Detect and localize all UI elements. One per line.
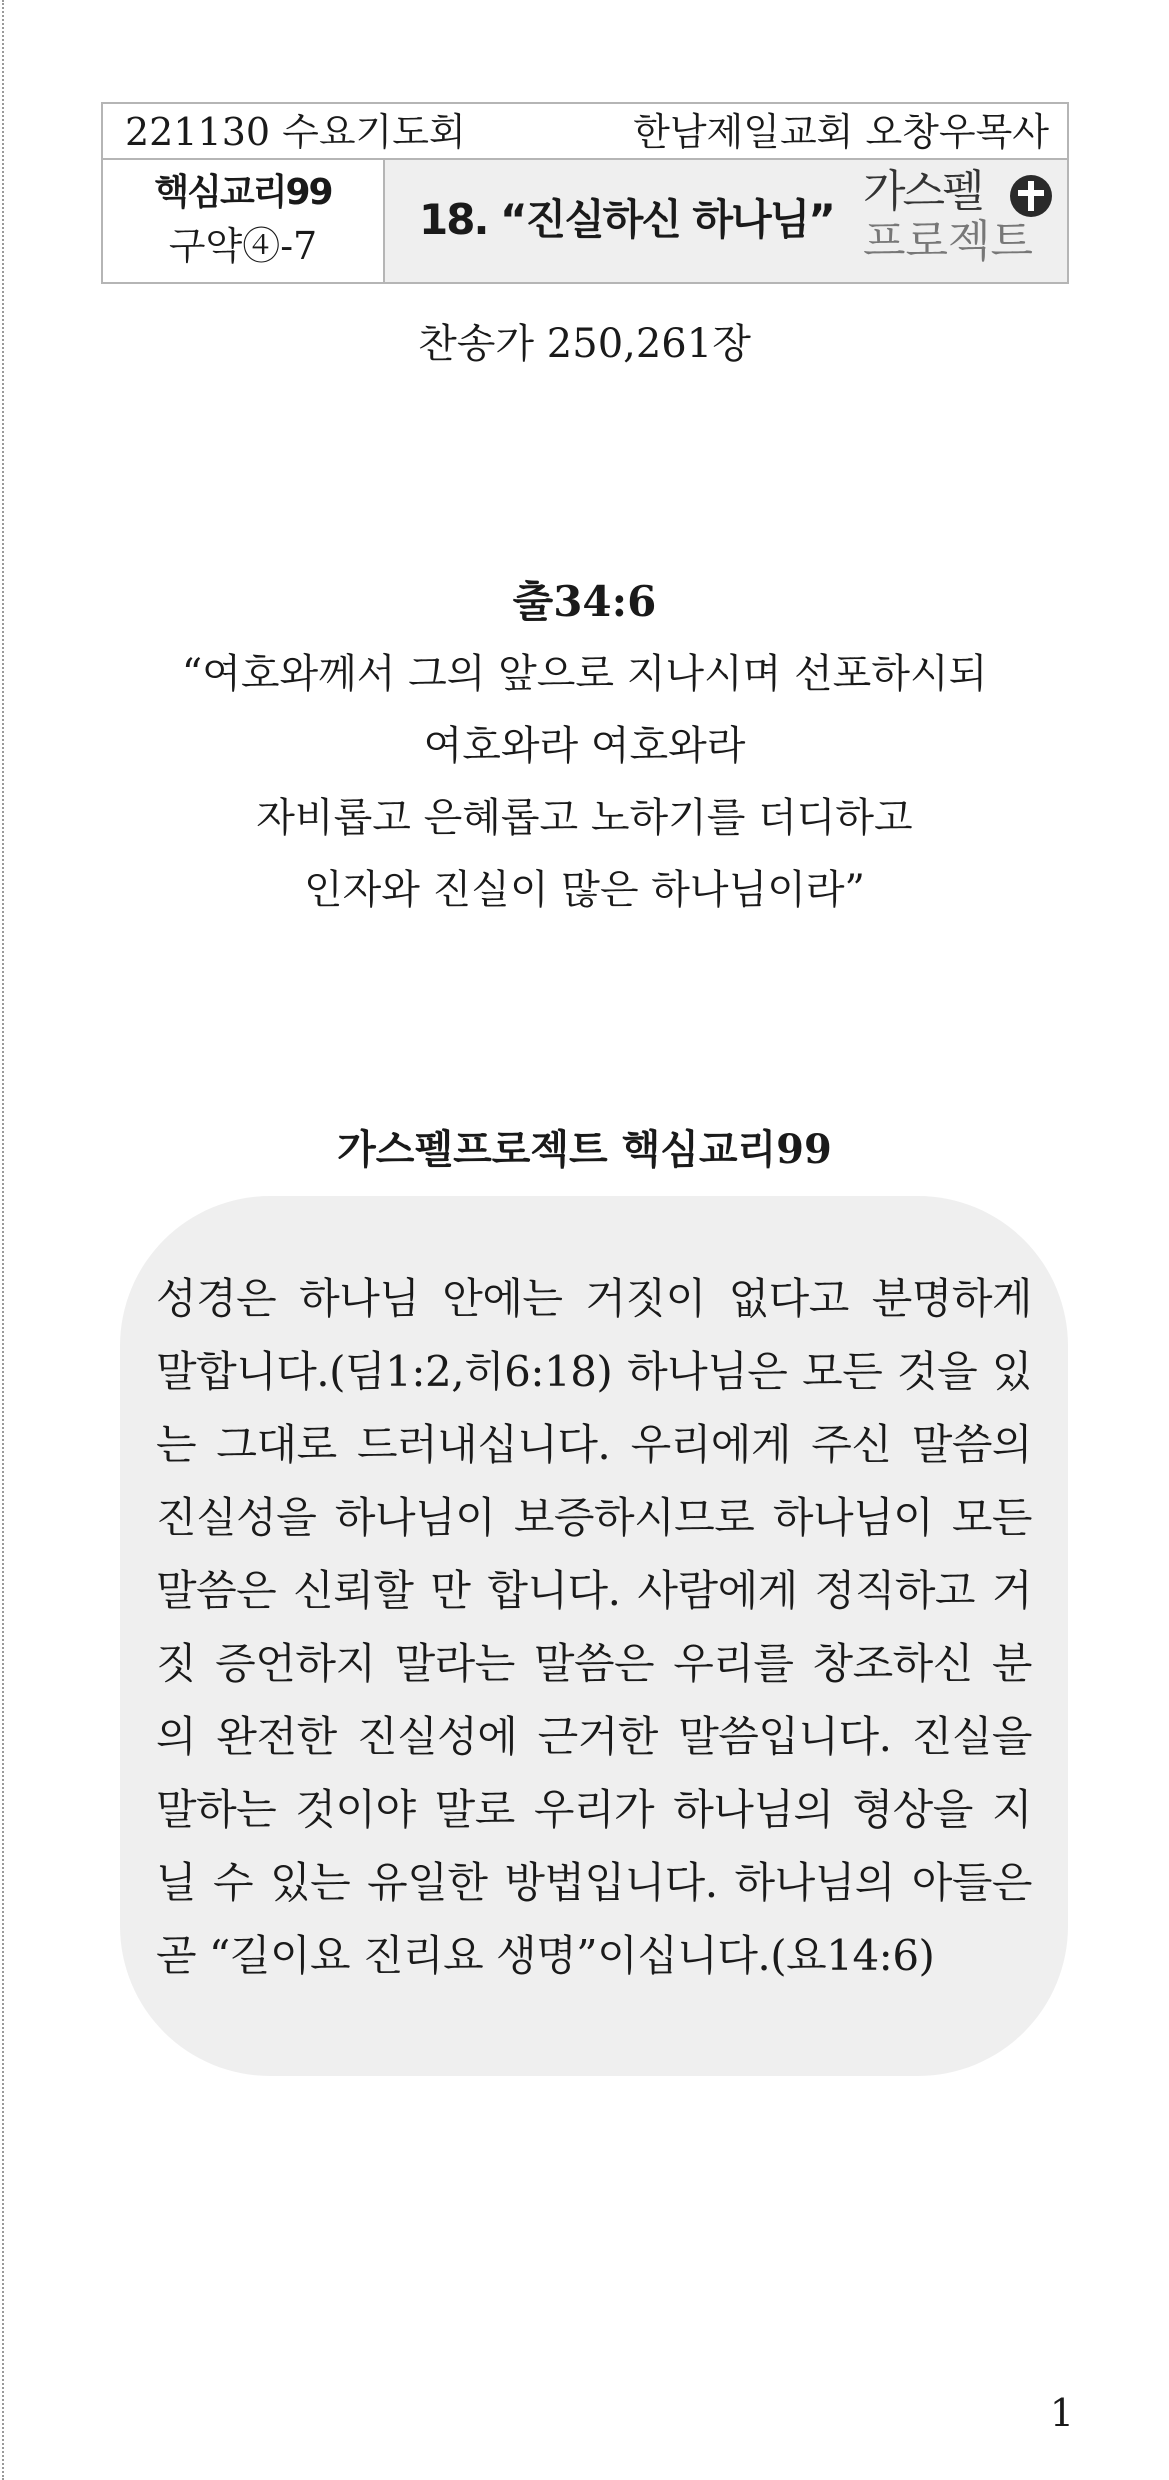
page-edge-dotted-rule <box>2 0 4 2480</box>
page-number: 1 <box>1049 2391 1074 2435</box>
doctrine-panel <box>120 1196 1068 2076</box>
series-volume: 구약④-7 <box>168 224 318 268</box>
scripture-line: 자비롭고 은혜롭고 노하기를 더디하고 <box>256 795 913 841</box>
header-top-row <box>103 104 1067 160</box>
scripture-line: 여호와라 여호와라 <box>423 723 746 769</box>
date-service-label: 221130 수요기도회 <box>125 110 466 154</box>
scripture-line: 인자와 진실이 많은 하나님이라” <box>304 867 865 913</box>
scripture-passage <box>0 566 1169 926</box>
lesson-block <box>385 160 1067 282</box>
section-title: 가스펠프로젝트 핵심교리99 <box>337 1126 832 1173</box>
hymn-numbers: 찬송가 250,261장 <box>418 321 751 367</box>
bulletin-header <box>101 102 1069 284</box>
doctrine-text: 성경은 하나님 안에는 거짓이 없다고 분명하게 말합니다.(딤1:2,히6:18) 하나님은 모든 것을 있는 그대로 드러내십니다. 우리에게 주신 말씀의 진실성을 하나님이 보증하시므로 하나님이 모든 말씀은 신뢰할 만 합니다. 사람에게 정직하고 거짓 증언하지 말라는 말씀은 우리를 창조하신 분의 완전한 진실성에 근거한 말씀입니다. 진실을 말하는 것이야 말로 우리가 하나님의 형상을 지닐 수 있는 유일한 방법입니다. 하나님의 아들은 곧 “길이요 진리요 생명”이십니다.(요14:6) <box>156 1274 1032 1980</box>
scripture-line: “여호와께서 그의 앞으로 지나시며 선포하시되 <box>181 651 988 697</box>
church-pastor-label: 한남제일교회 오창우목사 <box>633 110 1049 154</box>
scripture-reference: 출34:6 <box>512 577 657 626</box>
logo-line-1: 가스펠 <box>863 166 982 217</box>
gospel-project-logo <box>863 166 1053 276</box>
cross-circle-icon <box>1009 174 1053 218</box>
logo-line-2: 프로젝트 <box>863 216 1034 267</box>
series-block <box>103 160 385 282</box>
series-name: 핵심교리99 <box>154 172 332 213</box>
lesson-title: 18. “진실하신 하나님” <box>419 195 834 244</box>
